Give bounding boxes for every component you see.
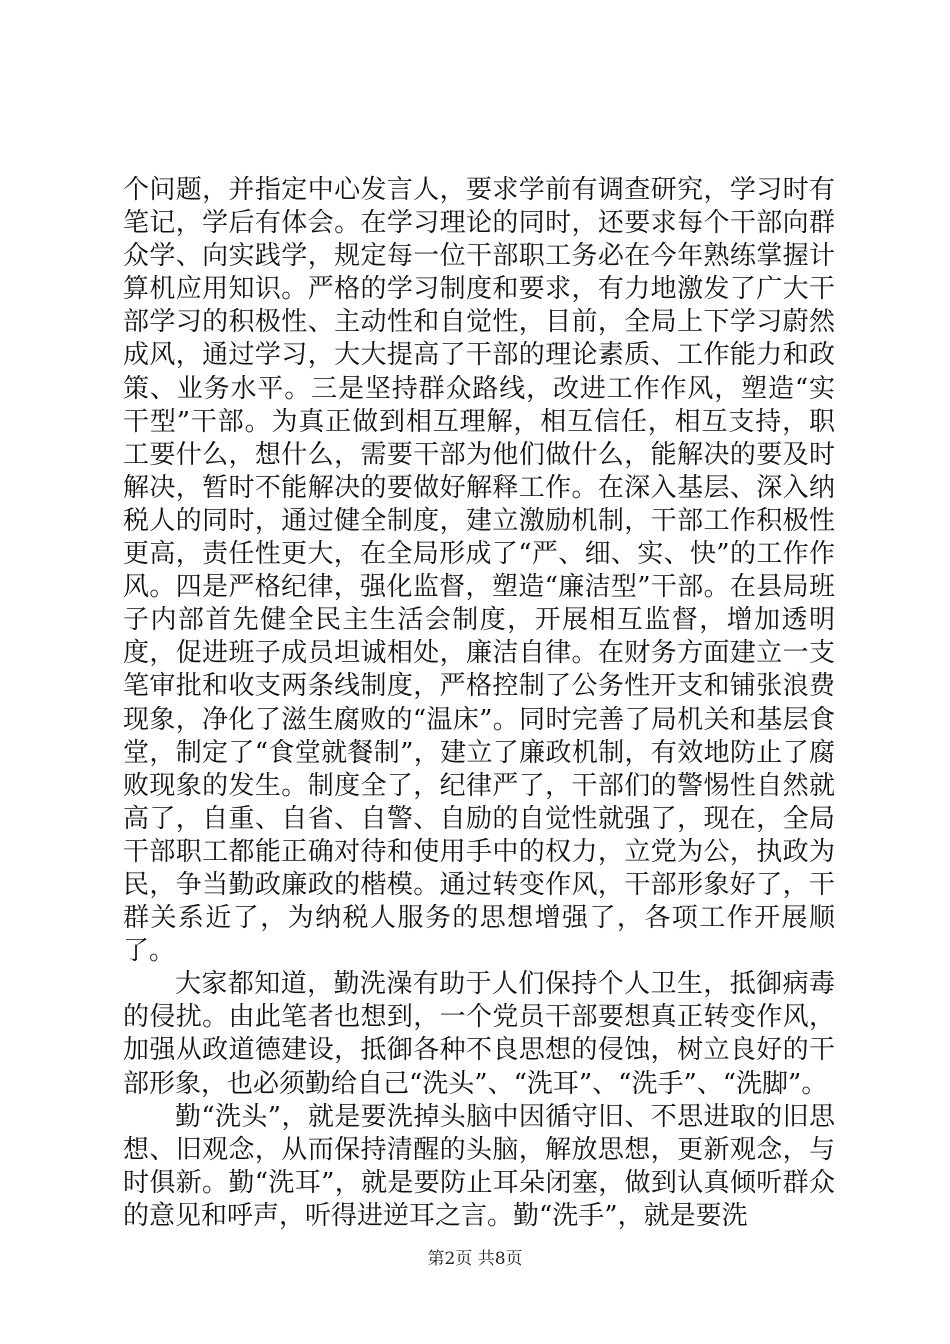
document-body <box>123 174 835 1233</box>
paragraph-2: 大家都知道，勤洗澡有助于人们保持个人卫生，抵御病毒的侵扰。由此笔者也想到，一个党员干部要想真正转变作风，加强从政道德建设，抵御各种不良思想的侵蚀，树立良好的干部形象，也必须勤给自己“洗头”、“洗耳”、“洗手”、“洗脚”。 <box>123 969 835 1099</box>
paragraph-3: 勤“洗头”，就是要洗掉头脑中因循守旧、不思进取的旧思想、旧观念，从而保持清醒的头脑，解放思想，更新观念，与时俱新。勤“洗耳”，就是要防止耳朵闭塞，做到认真倾听群众的意见和呼声，听得进逆耳之言。勤“洗手”，就是要洗 <box>123 1101 835 1231</box>
page-footer: 第2页 共8页 <box>427 1249 523 1269</box>
paragraph-1: 个问题，并指定中心发言人，要求学前有调查研究，学习时有笔记，学后有体会。在学习理论的同时，还要求每个干部向群众学、向实践学，规定每一位干部职工务必在今年熟练掌握计算机应用知识。严格的学习制度和要求，有力地激发了广大干部学习的积极性、主动性和自觉性，目前，全局上下学习蔚然成风，通过学习，大大提高了干部的理论素质、工作能力和政策、业务水平。三是坚持群众路线，改进工作作风，塑造“实干型”干部。为真正做到相互理解，相互信任，相互支持，职工要什么，想什么，需要干部为他们做什么，能解决的要及时解决，暂时不能解决的要做好解释工作。在深入基层、深入纳税人的同时，通过健全制度，建立激励机制，干部工作积极性更高，责任性更大，在全局形成了“严、细、实、快”的工作作风。四是严格纪律，强化监督，塑造“廉洁型”干部。在县局班子内部首先健全民主生活会制度，开展相互监督，增加透明度，促进班子成员坦诚相处，廉洁自律。在财务方面建立一支笔审批和收支两条线制度，严格控制了公务性开支和铺张浪费现象，净化了滋生腐败的“温床”。同时完善了局机关和基层食堂，制定了“食堂就餐制”，建立了廉政机制，有效地防止了腐败现象的发生。制度全了，纪律严了，干部们的警惕性自然就高了，自重、自省、自警、自励的自觉性就强了，现在，全局干部职工都能正确对待和使用手中的权力，立党为公，执政为民，争当勤政廉政的楷模。通过转变作风，干部形象好了，干群关系近了，为纳税人服务的思想增强了，各项工作开展顺了。 <box>123 175 835 967</box>
